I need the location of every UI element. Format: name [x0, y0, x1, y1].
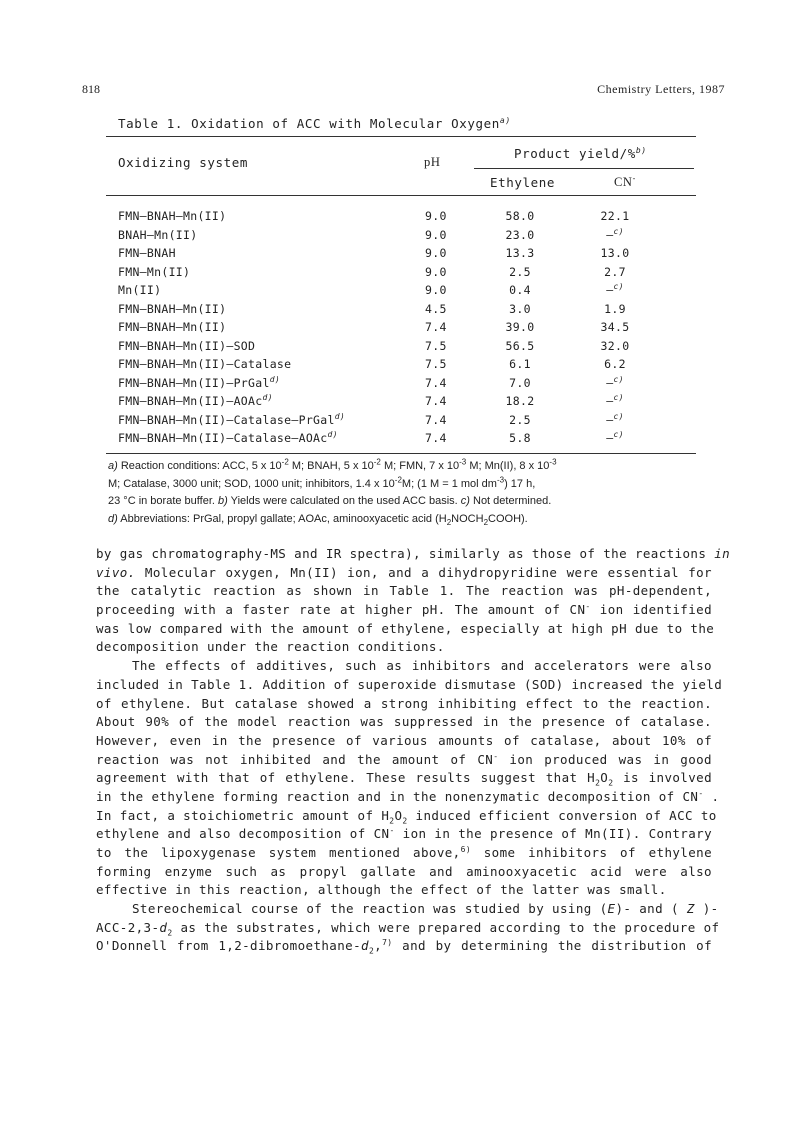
text-run: - — [389, 826, 395, 836]
body-line: The effects of additives, such as inhibitors and accelerators were also — [132, 658, 712, 674]
body-line — [96, 825, 712, 844]
text-run: proceeding with a faster rate at higher pH. The amount of CN — [96, 602, 586, 618]
cell-ph: 9.0 — [425, 246, 447, 260]
text-run: - — [493, 751, 499, 761]
text-run: , — [374, 938, 383, 954]
cell-cn — [580, 339, 650, 353]
table-row — [0, 209, 793, 228]
footnote-bc — [108, 493, 708, 511]
yield-subrule — [474, 168, 694, 169]
system-text: FMN—BNAH—Mn(II) — [118, 301, 227, 316]
cell-oxidizing-system — [118, 209, 226, 223]
col-header-yield-text: Product yield/% — [514, 146, 636, 161]
cn-value: 22.1 — [600, 209, 630, 223]
cell-ph: 9.0 — [425, 209, 447, 223]
system-text: FMN—BNAH—Mn(II)—Catalase—AOAc — [118, 431, 328, 445]
system-text: FMN—BNAH—Mn(II) — [118, 209, 227, 223]
text-run: ion identified — [590, 602, 712, 618]
cell-ph: 7.4 — [425, 412, 447, 427]
cn-value: — — [606, 412, 614, 427]
system-text: FMN—BNAH—Mn(II)—Catalase — [118, 357, 292, 371]
cell-ph: 9.0 — [425, 227, 447, 242]
cell-ethylene: 0.4 — [509, 283, 531, 297]
fn-a-2: M; BNAH, 5 x 10 — [288, 460, 374, 472]
system-note: d) — [269, 374, 280, 384]
cn-note: c) — [613, 226, 624, 236]
cn-note: c) — [613, 282, 624, 292]
table-row — [0, 228, 793, 247]
cell-cn — [580, 246, 650, 260]
cell-oxidizing-system — [118, 394, 273, 408]
cell-ph: 7.4 — [425, 394, 447, 408]
cell-ethylene: 18.2 — [505, 394, 535, 408]
body-line — [96, 807, 717, 826]
system-note: d) — [327, 430, 338, 440]
footnote-a-label: a) — [108, 460, 118, 472]
fn-a-5: M; Catalase, 3000 unit; SOD, 1000 unit; inhibitors, 1.4 x 10 — [108, 477, 395, 490]
cell-cn — [580, 431, 650, 445]
cell-ethylene: 6.1 — [509, 357, 531, 371]
table-row — [0, 357, 793, 376]
body-line — [96, 937, 712, 956]
text-run: d — [159, 919, 168, 935]
cn-value: — — [606, 431, 614, 445]
system-text: FMN—BNAH — [118, 246, 176, 260]
col-header-yield — [514, 146, 647, 161]
cell-ph: 4.5 — [425, 301, 447, 316]
journal-title: Chemistry Letters, 1987 — [597, 82, 725, 96]
body-line — [96, 564, 712, 583]
footnote-b-label: b) — [218, 495, 228, 507]
fn-a-7: ) 17 h, — [504, 477, 536, 490]
cell-cn — [580, 320, 650, 334]
body-line — [96, 751, 712, 770]
fn-a-e2: -2 — [373, 457, 381, 467]
body-line: decomposition under the reaction conditions. — [96, 639, 445, 655]
cell-oxidizing-system — [118, 302, 226, 316]
cell-ethylene: 23.0 — [505, 227, 535, 242]
cell-cn — [580, 413, 650, 427]
table-row — [0, 339, 793, 358]
text-run: ion produced was in good — [498, 751, 712, 767]
cell-oxidizing-system — [118, 431, 338, 445]
table-caption — [118, 116, 511, 131]
cell-ethylene: 58.0 — [505, 209, 535, 223]
text-run: induced efficient conversion of ACC to — [407, 807, 717, 823]
table-top-rule — [106, 136, 696, 137]
cell-oxidizing-system — [118, 283, 161, 297]
cell-ph: 9.0 — [425, 264, 447, 279]
cn-note: c) — [613, 411, 624, 421]
body-line: About 90% of the model reaction was suppressed in the presence of catalase. — [96, 714, 712, 730]
cell-ethylene: 56.5 — [505, 338, 535, 353]
cn-value: — — [606, 375, 614, 390]
cn-value: 34.5 — [600, 320, 630, 334]
cell-oxidizing-system — [118, 265, 190, 279]
cell-ph: 7.4 — [425, 431, 447, 445]
cell-cn — [580, 357, 650, 371]
text-run: is involved — [613, 770, 713, 786]
fn-d-3: COOH). — [488, 512, 528, 525]
text-run: )- — [694, 901, 719, 917]
fn-a-8: 23 °C in borate buffer. — [108, 495, 215, 507]
text-run: Molecular oxygen, Mn(II) ion, and a dihydropyridine were essential for — [135, 564, 712, 580]
table-header-rule — [106, 195, 696, 196]
system-text: Mn(II) — [118, 283, 162, 297]
text-run: in the ethylene forming reaction and in the nonenzymatic decomposition of CN — [96, 788, 699, 804]
cn-value: 2.7 — [604, 264, 626, 279]
body-line — [96, 545, 731, 564]
fn-a-e4: -3 — [549, 457, 557, 467]
system-text: FMN—BNAH—Mn(II) — [118, 320, 227, 334]
text-run: - — [698, 788, 704, 798]
cell-oxidizing-system — [118, 357, 291, 371]
cell-cn — [580, 283, 650, 297]
cn-note: c) — [613, 374, 624, 384]
cell-ethylene: 13.3 — [505, 246, 535, 260]
cell-ethylene: 3.0 — [509, 301, 531, 316]
fn-d-2: NOCH — [451, 512, 484, 525]
table-footnotes — [108, 458, 708, 528]
text-run: ACC-2,3- — [96, 919, 160, 935]
text-run: some inhibitors of ethylene — [471, 845, 712, 860]
cn-value: 1.9 — [604, 301, 626, 316]
fn-d-s2: 2 — [483, 517, 489, 527]
table-bottom-rule — [106, 453, 696, 454]
text-run: In fact, a stoichiometric amount of H — [96, 807, 390, 823]
cell-ethylene: 2.5 — [509, 264, 531, 279]
text-run: Stereochemical course of the reaction was studied by using ( — [132, 901, 608, 917]
table-row — [0, 394, 793, 413]
cell-cn — [580, 265, 650, 279]
cell-cn — [580, 302, 650, 316]
footnote-c-text: Not determined. — [473, 495, 552, 507]
col-header-system: Oxidizing system — [118, 155, 249, 170]
table-row — [0, 265, 793, 284]
cn-charge: - — [632, 173, 636, 183]
text-run: 7) — [382, 938, 393, 948]
table-caption-text: Table 1. Oxidation of ACC with Molecular Oxygen — [118, 116, 500, 131]
cell-cn — [580, 228, 650, 242]
cn-value: — — [606, 394, 614, 408]
table-row — [0, 320, 793, 339]
body-line — [96, 919, 720, 938]
cell-oxidizing-system — [118, 228, 197, 242]
cn-value: 6.2 — [604, 357, 626, 371]
body-line: However, even in the presence of various amounts of catalase, about 10% of — [96, 732, 712, 748]
footnote-d — [108, 511, 708, 529]
text-run: - — [585, 601, 591, 611]
body-line: of ethylene. But catalase showed a strong inhibiting effect to the reaction. — [96, 695, 712, 711]
text-run: 2 — [368, 946, 375, 956]
footnote-a-cont — [108, 476, 708, 494]
system-text: FMN—BNAH—Mn(II)—SOD — [118, 338, 256, 353]
text-run: ethylene and also decomposition of CN — [96, 826, 390, 842]
text-run: )- and ( — [615, 901, 687, 917]
footnote-a — [108, 458, 708, 476]
body-line — [96, 769, 712, 788]
cell-ph: 7.4 — [425, 320, 447, 334]
cell-oxidizing-system — [118, 339, 255, 353]
col-header-cn — [614, 175, 636, 190]
page-number: 818 — [82, 82, 100, 96]
text-run: 2 — [402, 816, 408, 826]
cell-cn — [580, 209, 650, 223]
text-run: 2 — [595, 778, 601, 788]
cell-ph: 9.0 — [425, 283, 447, 297]
body-line: effective in this reaction, although the effect of the latter was small. — [96, 882, 667, 898]
text-run: . — [703, 788, 720, 804]
cell-ethylene: 7.0 — [509, 375, 531, 390]
table-row — [0, 246, 793, 265]
cell-ph: 7.5 — [425, 357, 447, 371]
cell-ethylene: 2.5 — [509, 412, 531, 427]
text-run: Z — [686, 901, 695, 917]
caption-note: a) — [499, 115, 511, 125]
cell-ph: 7.5 — [425, 338, 447, 353]
text-run: as the substrates, which were prepared according to the procedure of — [172, 919, 720, 935]
cell-ph: 7.4 — [425, 375, 447, 390]
fn-a-6: M; (1 M = 1 mol dm — [401, 477, 497, 490]
cell-cn — [580, 394, 650, 408]
cn-note: c) — [613, 430, 624, 440]
cn-value: 13.0 — [600, 246, 630, 260]
col-header-cn-text: CN — [614, 175, 633, 189]
text-run: by gas chromatography-MS and IR spectra), similarly as those of the reactions — [96, 546, 715, 561]
body-line: included in Table 1. Addition of superoxide dismutase (SOD) increased the yield — [96, 676, 723, 692]
fn-d-1: Abbreviations: PrGal, propyl gallate; AOAc, aminooxyacetic acid (H — [120, 512, 447, 525]
system-text: FMN—BNAH—Mn(II)—Catalase—PrGal — [118, 412, 335, 427]
body-line: forming enzyme such as propyl gallate and aminooxyacetic acid were also — [96, 863, 712, 879]
cn-value: 32.0 — [600, 338, 630, 353]
col-header-ethylene: Ethylene — [490, 175, 556, 190]
system-note: d) — [334, 411, 345, 421]
text-run: to the lipoxygenase system mentioned above, — [96, 845, 461, 860]
cell-oxidizing-system — [118, 376, 280, 390]
text-run: d — [361, 938, 369, 954]
body-line: was low compared with the amount of ethylene, especially at high pH due to the — [96, 620, 715, 636]
fn-d-s1: 2 — [446, 517, 452, 527]
text-run: E — [607, 901, 616, 917]
cn-value: — — [606, 283, 614, 297]
text-run: 2 — [608, 778, 614, 788]
cn-note: c) — [613, 393, 624, 403]
cell-cn — [580, 376, 650, 390]
col-header-ph: pH — [424, 155, 441, 169]
cell-oxidizing-system — [118, 320, 226, 334]
cell-oxidizing-system — [118, 413, 345, 427]
body-line — [96, 900, 719, 919]
system-text: FMN—BNAH—Mn(II)—PrGal — [118, 375, 270, 390]
fn-a-1: Reaction conditions: ACC, 5 x 10 — [120, 460, 282, 472]
cn-value: — — [606, 227, 614, 242]
text-run: ion in the presence of Mn(II). Contrary — [394, 826, 713, 842]
body-text — [96, 545, 731, 956]
table-row — [0, 283, 793, 302]
fn-a-e1: -2 — [281, 457, 289, 467]
system-text: FMN—Mn(II) — [118, 264, 191, 279]
text-run: in — [714, 546, 731, 561]
text-run: 2 — [389, 816, 395, 826]
text-run: 6) — [460, 844, 472, 854]
fn-a-4: M; Mn(II), 8 x 10 — [466, 460, 550, 472]
text-run: reaction was not inhibited and the amount of CN — [96, 751, 494, 767]
text-run: O'Donnell from 1,2-dibromoethane- — [96, 938, 361, 954]
text-run: vivo. — [96, 564, 136, 580]
system-text: BNAH—Mn(II) — [118, 227, 198, 242]
cell-oxidizing-system — [118, 246, 176, 260]
text-run: and by determining the distribution of — [392, 938, 712, 954]
table-row — [0, 413, 793, 432]
table-row — [0, 376, 793, 395]
table-row — [0, 302, 793, 321]
body-line — [96, 601, 712, 620]
body-line — [96, 788, 720, 807]
fn-a-3: M; FMN, 7 x 10 — [380, 460, 460, 472]
footnote-d-label: d) — [108, 512, 118, 525]
system-note: d) — [262, 393, 273, 403]
cell-ethylene: 39.0 — [505, 320, 535, 334]
fn-a-e3: -3 — [459, 457, 467, 467]
body-line — [96, 844, 712, 863]
text-run: O — [600, 770, 609, 786]
system-text: FMN—BNAH—Mn(II)—AOAc — [118, 394, 263, 408]
table-row — [0, 431, 793, 450]
yield-note: b) — [635, 145, 647, 155]
table-body — [0, 209, 793, 450]
text-run: 2 — [167, 928, 173, 938]
fn-a-e5: -2 — [394, 474, 402, 484]
text-run: agreement with that of ethylene. These results suggest that H — [96, 770, 596, 786]
fn-a-e6: -3 — [496, 474, 505, 484]
body-line: the catalytic reaction as shown in Table 1. The reaction was pH-dependent, — [96, 583, 712, 599]
footnote-c-label: c) — [460, 495, 470, 507]
text-run: O — [394, 807, 403, 823]
footnote-b-text: Yields were calculated on the used ACC basis. — [230, 495, 458, 507]
cell-ethylene: 5.8 — [509, 431, 531, 445]
